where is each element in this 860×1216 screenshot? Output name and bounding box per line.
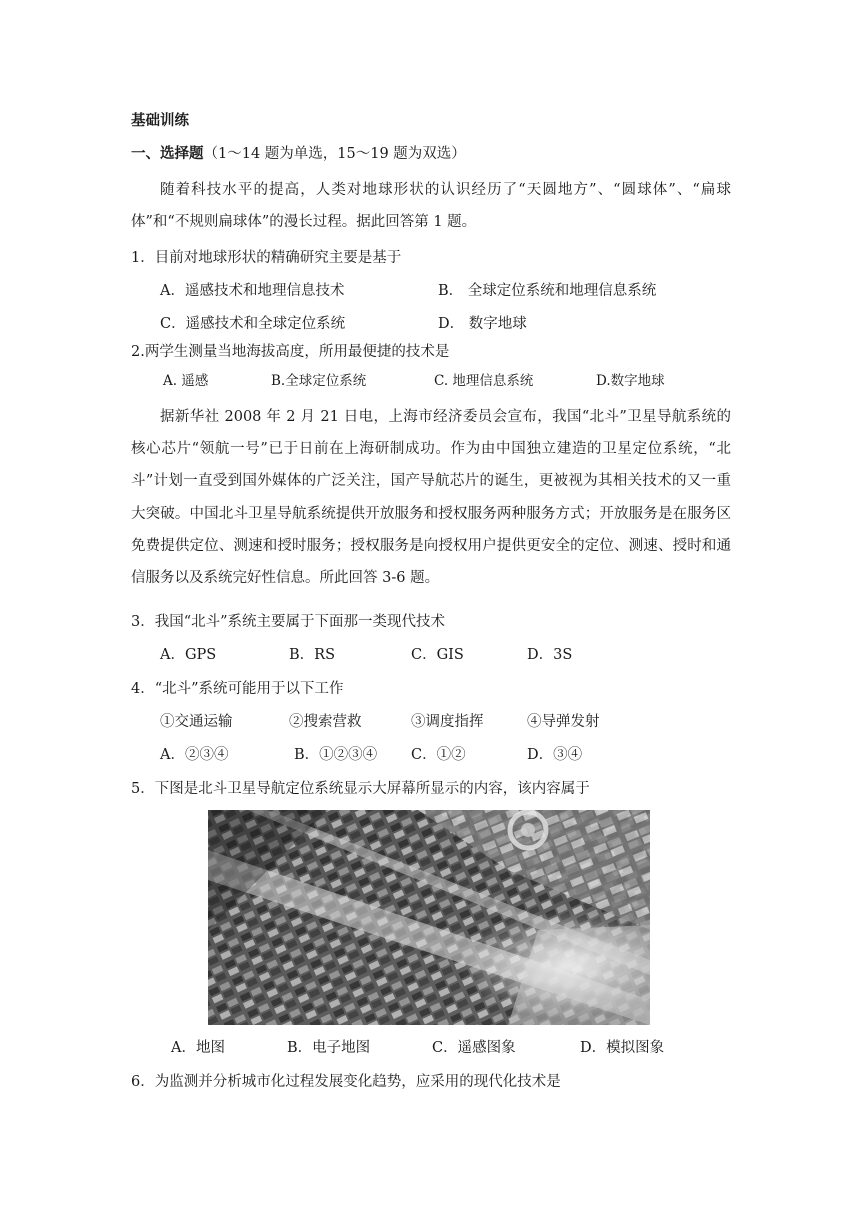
question-4-option-b: B．①②③④	[294, 747, 378, 763]
question-4-item-3: ③调度指挥	[411, 714, 484, 730]
question-3-option-c: C．GIS	[411, 647, 464, 663]
question-1-option-c: C．遥感技术和全球定位系统	[160, 316, 346, 332]
intro-paragraph-1: 随着科技水平的提高，人类对地球形状的认识经历了“天圆地方”、“圆球体”、“扁球体”和“不规则扁球体”的漫长过程。据此回答第 1 题。	[131, 182, 731, 231]
question-3-option-b: B．RS	[289, 647, 336, 663]
question-5-option-d: D．模拟图象	[580, 1040, 665, 1056]
question-4-item-2: ②搜索营救	[289, 714, 362, 730]
question-3-stem: 3．我国“北斗”系统主要属于下面那一类现代技术	[131, 614, 446, 630]
question-4-option-d: D．③④	[527, 747, 583, 763]
question-6-stem: 6．为监测并分析城市化过程发展变化趋势，应采用的现代化技术是	[131, 1074, 561, 1090]
question-5-option-a: A．地图	[171, 1040, 225, 1056]
question-2-stem: 2.两学生测量当地海拔高度，所用最便捷的技术是	[131, 344, 450, 360]
question-4-option-a: A．②③④	[160, 747, 229, 763]
question-4-option-c: C．①②	[411, 747, 466, 763]
question-1-option-b: B． 全球定位系统和地理信息系统	[438, 283, 657, 299]
question-3-option-d: D．3S	[527, 647, 573, 663]
question-1-stem: 1．目前对地球形状的精确研究主要是基于	[131, 250, 402, 266]
question-1-option-a: A．遥感技术和地理信息技术	[160, 283, 345, 299]
section-title: 基础训练	[131, 112, 189, 129]
question-3-option-a: A．GPS	[160, 647, 217, 663]
question-1-option-d: D． 数字地球	[438, 316, 527, 332]
question-2-option-c: C. 地理信息系统	[434, 373, 534, 389]
question-2-option-a: A. 遥感	[163, 373, 209, 389]
question-4-item-1: ①交通运输	[160, 714, 233, 730]
satellite-image	[208, 810, 650, 1025]
question-2-option-d: D.数字地球	[596, 373, 665, 389]
question-5-stem: 5．下图是北斗卫星导航定位系统显示大屏幕所显示的内容，该内容属于	[131, 781, 590, 797]
intro-paragraph-2: 据新华社 2008 年 2 月 21 日电，上海市经济委员会宣布，我国“北斗”卫星导航系统的核心芯片“领航一号”已于日前在上海研制成功。作为由中国独立建造的卫星定位系统，“北斗”计划一直受到国外媒体的广泛关注，国产导航芯片的诞生，更被视为其相关技术的又一重大突破。中国北斗卫星导航系统提供开放服务和授权服务两种服务方式；开放服务是在服务区免费提供定位、测速和授时服务；授权服务是向授权用户提供更安全的定位、测速、授时和通信服务以及系统完好性信息。所此回答 3-6 题。	[131, 409, 731, 587]
question-4-item-4: ④导弹发射	[527, 714, 600, 730]
question-4-stem: 4．“北斗”系统可能用于以下工作	[131, 681, 344, 697]
question-5-option-c: C．遥感图象	[432, 1040, 516, 1056]
part-note: （1～14 题为单选，15～19 题为双选）	[203, 146, 466, 162]
question-5-option-b: B．电子地图	[287, 1040, 371, 1056]
part-heading	[131, 144, 466, 164]
question-2-option-b: B.全球定位系统	[271, 373, 367, 389]
part-title: 一、选择题	[131, 145, 204, 162]
